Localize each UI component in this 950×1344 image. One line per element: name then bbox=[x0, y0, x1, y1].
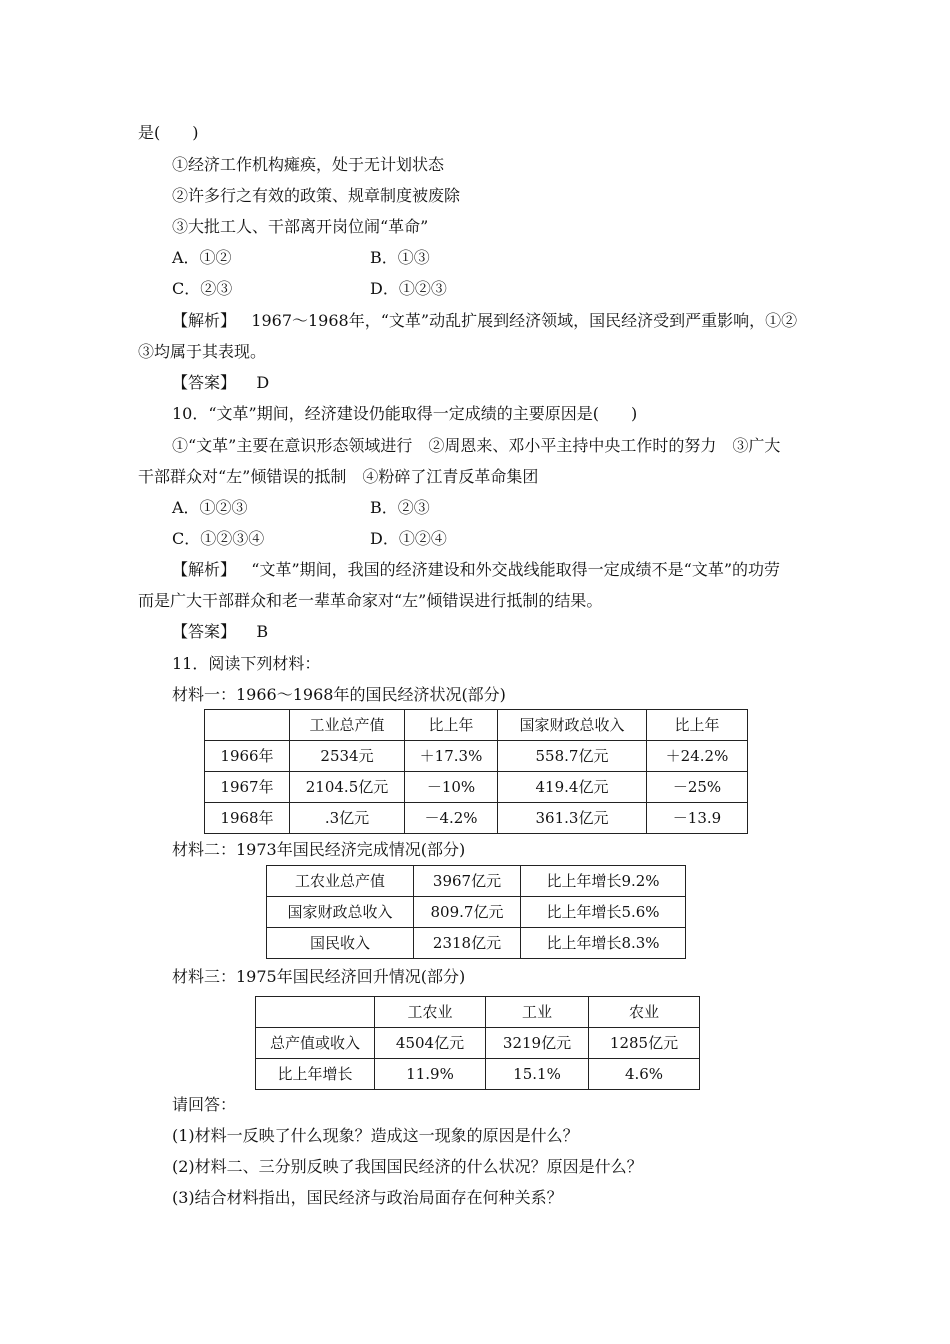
table-cell: 3967亿元 bbox=[414, 866, 521, 897]
q11-stem: 11．阅读下列材料： bbox=[172, 654, 321, 673]
q9-option-a: A．①② bbox=[172, 248, 232, 267]
q9-item-3: ③大批工人、干部离开岗位闹“革命” bbox=[172, 217, 429, 236]
table-cell: .3亿元 bbox=[290, 803, 405, 834]
q9-answer-value: D bbox=[256, 373, 270, 392]
q10-items-cont: 干部群众对“左”倾错误的抵制 ④粉碎了江青反革命集团 bbox=[138, 467, 539, 486]
q9-analysis-cont: ③均属于其表现。 bbox=[138, 342, 267, 361]
table-header-row bbox=[256, 997, 700, 1028]
table-cell: 809.7亿元 bbox=[414, 897, 521, 928]
table-cell: －25% bbox=[647, 772, 748, 803]
table-cell: ＋17.3% bbox=[405, 741, 498, 772]
q9-option-c: C．②③ bbox=[172, 279, 233, 298]
q9-analysis-text: 1967～1968年，“文革”动乱扩展到经济领域，国民经济受到严重影响，①② bbox=[251, 311, 798, 330]
material3-table bbox=[255, 996, 700, 1090]
material1-title: 材料一：1966～1968年的国民经济状况(部分) bbox=[172, 685, 506, 704]
material1-table bbox=[204, 709, 748, 834]
table-cell: 总产值或收入 bbox=[256, 1028, 375, 1059]
q10-option-b: B．②③ bbox=[370, 498, 430, 517]
q9-item-1: ①经济工作机构瘫痪，处于无计划状态 bbox=[172, 155, 445, 174]
table-row bbox=[205, 741, 748, 772]
table-cell: 1966年 bbox=[205, 741, 290, 772]
q9-option-d: D．①②③ bbox=[370, 279, 447, 298]
table-cell: 15.1% bbox=[486, 1059, 589, 1090]
table-cell: 2534元 bbox=[290, 741, 405, 772]
q10-items: ①“文革”主要在意识形态领域进行 ②周恩来、邓小平主持中央工作时的努力 ③广大 bbox=[172, 436, 781, 455]
table-header-cell: 比上年 bbox=[647, 710, 748, 741]
q9-answer bbox=[172, 373, 269, 393]
q11-question-1: (1)材料一反映了什么现象？造成这一现象的原因是什么？ bbox=[172, 1126, 579, 1145]
material3-title: 材料三：1975年国民经济回升情况(部分) bbox=[172, 967, 466, 986]
table-cell: 3219亿元 bbox=[486, 1028, 589, 1059]
q9-analysis bbox=[172, 311, 797, 331]
table-cell: 比上年增长8.3% bbox=[521, 928, 686, 959]
q10-analysis-label: 【解析】 bbox=[172, 560, 237, 579]
q10-option-c: C．①②③④ bbox=[172, 529, 265, 548]
table-header-row bbox=[205, 710, 748, 741]
q9-analysis-label: 【解析】 bbox=[172, 311, 237, 330]
table-row bbox=[256, 1028, 700, 1059]
table-cell: 4504亿元 bbox=[375, 1028, 486, 1059]
table-header-cell: 工业总产值 bbox=[290, 710, 405, 741]
table-cell: 1968年 bbox=[205, 803, 290, 834]
table-cell: 558.7亿元 bbox=[498, 741, 647, 772]
q9-options-row-1 bbox=[172, 248, 430, 268]
table-cell: 比上年增长9.2% bbox=[521, 866, 686, 897]
table-row bbox=[267, 866, 686, 897]
table-cell: 国民收入 bbox=[267, 928, 414, 959]
q11-prompt: 请回答： bbox=[172, 1095, 237, 1114]
table-header-cell: 国家财政总收入 bbox=[498, 710, 647, 741]
table-row bbox=[267, 928, 686, 959]
q10-answer-label: 【答案】 bbox=[172, 622, 237, 641]
table-cell: 比上年增长5.6% bbox=[521, 897, 686, 928]
table-cell bbox=[205, 710, 290, 741]
q11-question-2: (2)材料二、三分别反映了我国国民经济的什么状况？原因是什么？ bbox=[172, 1157, 643, 1176]
table-cell: 419.4亿元 bbox=[498, 772, 647, 803]
table-header-cell: 工农业 bbox=[375, 997, 486, 1028]
table-cell: 361.3亿元 bbox=[498, 803, 647, 834]
material2-table bbox=[266, 865, 686, 959]
table-row bbox=[205, 772, 748, 803]
q11-question-3: (3)结合材料指出，国民经济与政治局面存在何种关系？ bbox=[172, 1188, 563, 1207]
q10-analysis-cont: 而是广大干部群众和老一辈革命家对“左”倾错误进行抵制的结果。 bbox=[138, 591, 603, 610]
q9-item-2: ②许多行之有效的政策、规章制度被废除 bbox=[172, 186, 461, 205]
table-cell: 1967年 bbox=[205, 772, 290, 803]
table-row bbox=[267, 897, 686, 928]
table-cell: －13.9 bbox=[647, 803, 748, 834]
table-cell: 11.9% bbox=[375, 1059, 486, 1090]
q10-answer bbox=[172, 622, 268, 642]
table-cell: 工农业总产值 bbox=[267, 866, 414, 897]
q10-analysis bbox=[172, 560, 780, 580]
q9-options-row-2 bbox=[172, 279, 447, 299]
table-row bbox=[256, 1059, 700, 1090]
q10-stem: 10．“文革”期间，经济建设仍能取得一定成绩的主要原因是( ) bbox=[172, 404, 638, 423]
q10-analysis-text: “文革”期间，我国的经济建设和外交战线能取得一定成绩不是“文革”的功劳 bbox=[251, 560, 781, 579]
table-row bbox=[205, 803, 748, 834]
table-cell: 4.6% bbox=[589, 1059, 700, 1090]
q10-option-d: D．①②④ bbox=[370, 529, 447, 548]
q9-stem-tail: 是( ) bbox=[138, 123, 199, 142]
q10-options-row-2 bbox=[172, 529, 447, 549]
material2-title: 材料二：1973年国民经济完成情况(部分) bbox=[172, 840, 466, 859]
table-header-cell: 农业 bbox=[589, 997, 700, 1028]
table-cell: 2318亿元 bbox=[414, 928, 521, 959]
table-cell bbox=[256, 997, 375, 1028]
table-header-cell: 工业 bbox=[486, 997, 589, 1028]
q9-answer-label: 【答案】 bbox=[172, 373, 237, 392]
table-header-cell: 比上年 bbox=[405, 710, 498, 741]
q10-option-a: A．①②③ bbox=[172, 498, 248, 517]
q10-answer-value: B bbox=[256, 622, 269, 641]
table-cell: 1285亿元 bbox=[589, 1028, 700, 1059]
table-cell: －4.2% bbox=[405, 803, 498, 834]
table-cell: 比上年增长 bbox=[256, 1059, 375, 1090]
table-cell: －10% bbox=[405, 772, 498, 803]
table-cell: 国家财政总收入 bbox=[267, 897, 414, 928]
q9-option-b: B．①③ bbox=[370, 248, 430, 267]
q10-options-row-1 bbox=[172, 498, 430, 518]
table-cell: 2104.5亿元 bbox=[290, 772, 405, 803]
table-cell: ＋24.2% bbox=[647, 741, 748, 772]
